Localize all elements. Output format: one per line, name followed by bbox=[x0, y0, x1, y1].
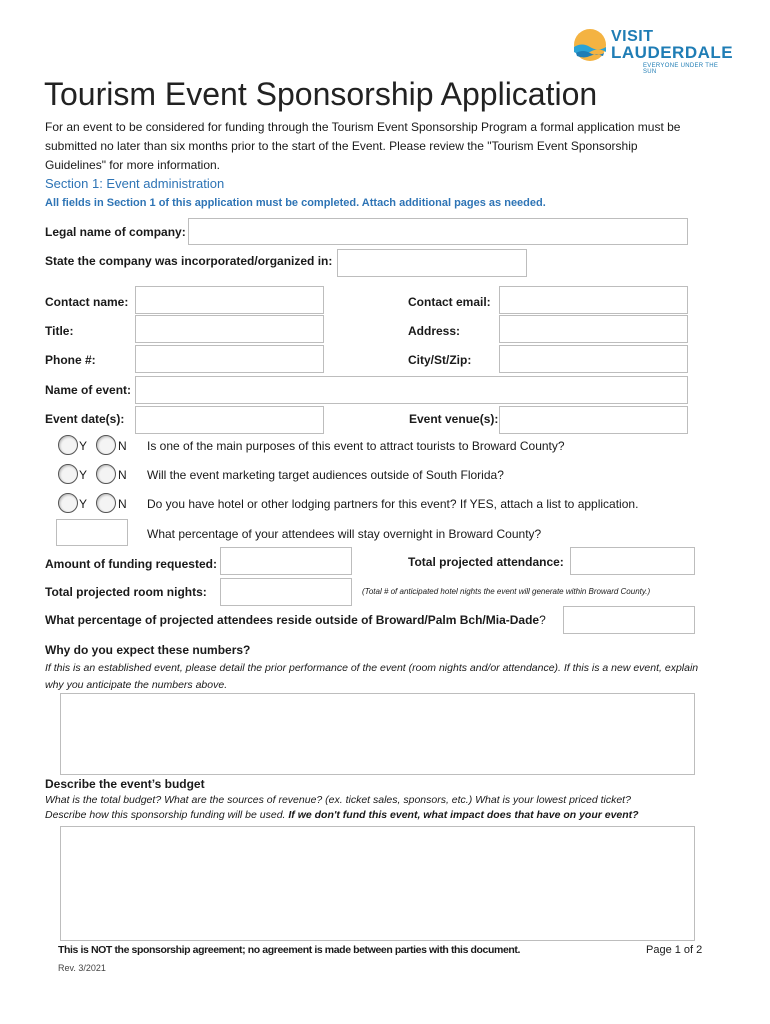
section-heading: Section 1: Event administration bbox=[45, 176, 225, 191]
pct-outside-question bbox=[45, 613, 546, 627]
question-text: Do you have hotel or other lodging partners for this event? If YES, attach a list to application. bbox=[147, 497, 639, 511]
phone-field[interactable] bbox=[135, 345, 324, 373]
event-name-field[interactable] bbox=[135, 376, 688, 404]
revision: Rev. 3/2021 bbox=[58, 963, 106, 973]
budget-text-2-bold: If we don't fund this event, what impact does that have on your event? bbox=[288, 809, 639, 821]
pct-outside-qmark: ? bbox=[539, 613, 546, 627]
funding-field[interactable] bbox=[220, 547, 352, 575]
section-note: All fields in Section 1 of this application must be completed. Attach additional pages as needed. bbox=[45, 197, 546, 209]
state-field[interactable] bbox=[337, 249, 527, 277]
attendance-label: Total projected attendance: bbox=[408, 555, 564, 569]
logo-line2: LAUDERDALE bbox=[611, 43, 734, 62]
why-text: If this is an established event, please detail the prior performance of the event (room nights and/or attendance). If this is a new event, explain why you anticipate the numbers above. bbox=[45, 662, 699, 691]
question-text: Will the event marketing target audiences outside of South Florida? bbox=[147, 468, 504, 482]
no-radio[interactable] bbox=[96, 464, 116, 484]
title-field[interactable] bbox=[135, 315, 324, 343]
event-venue-field[interactable] bbox=[499, 406, 688, 434]
contact-name-field[interactable] bbox=[135, 286, 324, 314]
sun-wave-icon bbox=[573, 28, 607, 62]
city-field[interactable] bbox=[499, 345, 688, 373]
attendance-field[interactable] bbox=[570, 547, 695, 575]
pct-outside-field[interactable] bbox=[563, 606, 695, 634]
address-field[interactable] bbox=[499, 315, 688, 343]
title-label: Title: bbox=[45, 324, 74, 338]
yes-radio[interactable] bbox=[58, 464, 78, 484]
phone-label: Phone #: bbox=[45, 353, 96, 367]
why-heading: Why do you expect these numbers? bbox=[45, 643, 251, 657]
overnight-percentage-field[interactable] bbox=[56, 519, 128, 546]
budget-text-1: What is the total budget? What are the sources of revenue? (ex. ticket sales, sponsors, etc.) What is your lowest priced ticket? bbox=[45, 794, 631, 806]
page-number: Page 1 of 2 bbox=[646, 944, 703, 956]
logo bbox=[573, 26, 734, 75]
yes-label: Y bbox=[79, 468, 88, 482]
contact-name-label: Contact name: bbox=[45, 295, 129, 309]
address-label: Address: bbox=[408, 324, 461, 338]
intro-text: For an event to be considered for funding through the Tourism Event Sponsorship Program a formal application must be submitted no later than six months prior to the start of the Event. Please review the "Tourism Event Sponsorship Guidelines" for more information. bbox=[45, 120, 681, 172]
yes-radio[interactable] bbox=[58, 493, 78, 513]
no-label: N bbox=[118, 468, 127, 482]
yes-label: Y bbox=[79, 439, 88, 453]
room-nights-field[interactable] bbox=[220, 578, 352, 606]
yes-label: Y bbox=[79, 497, 88, 511]
event-venue-label: Event venue(s): bbox=[409, 412, 499, 426]
no-radio[interactable] bbox=[96, 435, 116, 455]
logo-line1: VISIT bbox=[611, 28, 654, 45]
event-name-label: Name of event: bbox=[45, 383, 132, 397]
pct-outside-text: What percentage of projected attendees reside outside of Broward/Palm Bch/Mia-Dade bbox=[45, 613, 540, 627]
no-label: N bbox=[118, 497, 127, 511]
legal-name-field[interactable] bbox=[188, 218, 688, 245]
event-dates-field[interactable] bbox=[135, 406, 324, 434]
budget-textarea[interactable] bbox=[60, 826, 695, 941]
no-label: N bbox=[118, 439, 127, 453]
budget-heading: Describe the event’s budget bbox=[45, 777, 205, 791]
logo-tagline: EVERYONE UNDER THE SUN bbox=[643, 63, 719, 75]
why-textarea[interactable] bbox=[60, 693, 695, 775]
contact-email-label: Contact email: bbox=[408, 295, 491, 309]
room-nights-note: (Total # of anticipated hotel nights the event will generate within Broward County.) bbox=[362, 587, 651, 596]
question-text: Is one of the main purposes of this event to attract tourists to Broward County? bbox=[147, 439, 565, 453]
state-label: State the company was incorporated/organized in: bbox=[45, 254, 333, 268]
city-label: City/St/Zip: bbox=[408, 353, 472, 367]
no-radio[interactable] bbox=[96, 493, 116, 513]
overnight-question: What percentage of your attendees will stay overnight in Broward County? bbox=[147, 527, 542, 541]
event-dates-label: Event date(s): bbox=[45, 412, 125, 426]
footer-disclaimer: This is NOT the sponsorship agreement; no agreement is made between parties with this document. bbox=[58, 944, 521, 956]
room-nights-label: Total projected room nights: bbox=[45, 585, 207, 599]
funding-label: Amount of funding requested: bbox=[45, 557, 217, 571]
budget-text-2-plain: Describe how this sponsorship funding will be used. bbox=[45, 809, 289, 821]
legal-name-label: Legal name of company: bbox=[45, 225, 186, 239]
budget-text-2 bbox=[45, 809, 639, 821]
yes-radio[interactable] bbox=[58, 435, 78, 455]
contact-email-field[interactable] bbox=[499, 286, 688, 314]
page-title: Tourism Event Sponsorship Application bbox=[44, 76, 598, 112]
